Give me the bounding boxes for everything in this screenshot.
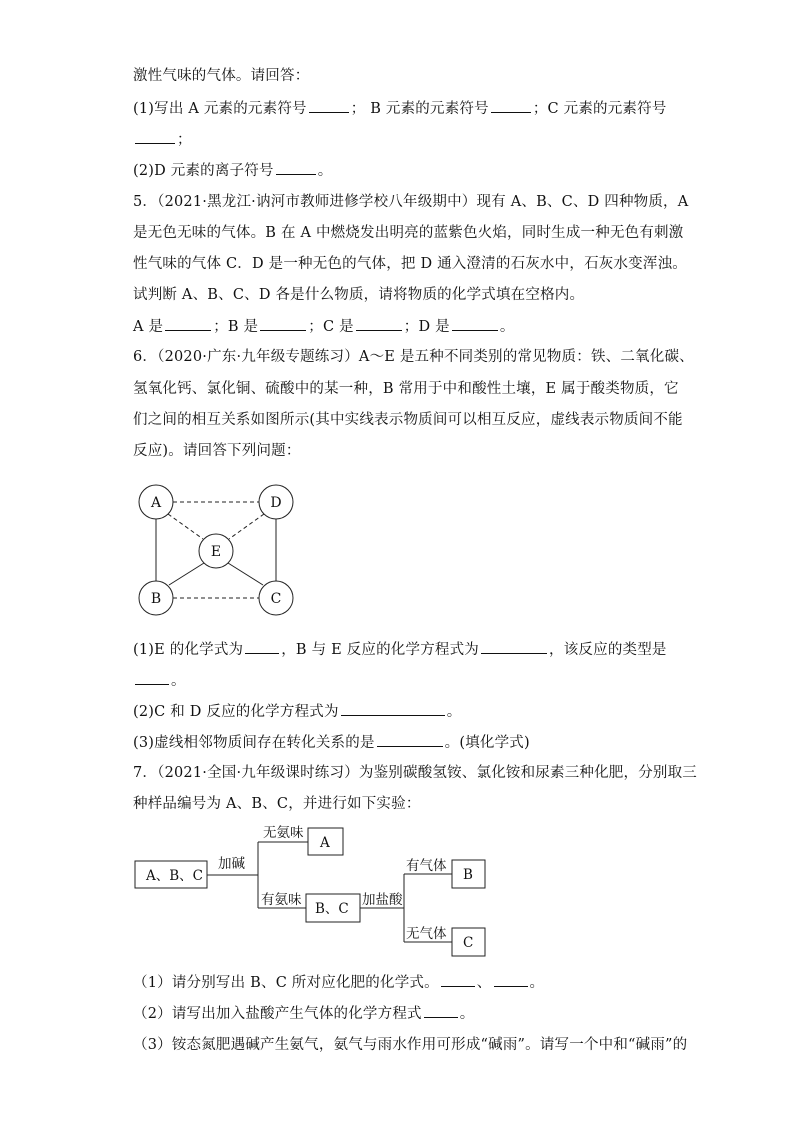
node-a-label: A — [150, 495, 162, 511]
start-label: A、B、C — [146, 868, 203, 884]
question-5-header: 5．（2021·黑龙江·讷河市教师进修学校八年级期中）现有 A、B、C、D 四种物质，A — [133, 194, 689, 210]
answer-blank[interactable] — [135, 670, 169, 685]
answer-blank[interactable] — [491, 98, 531, 113]
add-base-label: 加碱 — [218, 856, 245, 872]
node-b-label: B — [150, 591, 162, 607]
answer-blank[interactable] — [494, 972, 528, 987]
answer-blank[interactable] — [452, 316, 498, 331]
answer-blank[interactable] — [441, 972, 475, 987]
node-e-label: E — [210, 544, 222, 560]
answer-blank[interactable] — [424, 1003, 458, 1018]
text-line: 种样品编号为 A、B、C，并进行如下实验： — [133, 796, 421, 812]
text-line: (1)E 的化学式为 ，B 与 E 反应的化学方程式为 ，该反应的类型是 — [133, 639, 667, 660]
edge-d-e — [229, 514, 264, 539]
box-a-label: A — [320, 835, 330, 851]
text-line: 们之间的相互关系如图所示(其中实线表示物质间可以相互反应，虚线表示物质间不能 — [133, 412, 683, 428]
edge-c-e — [228, 563, 263, 585]
text-line: （2）请写出加入盐酸产生气体的化学方程式 。 — [133, 1003, 474, 1024]
box-c-label: C — [463, 935, 474, 951]
answer-blank[interactable] — [276, 160, 316, 175]
text-line: 反应)。请回答下列问题： — [133, 443, 301, 459]
answer-blank[interactable] — [481, 639, 547, 654]
answer-blank[interactable] — [309, 98, 349, 113]
relation-diagram — [130, 480, 300, 620]
answer-blank[interactable] — [356, 316, 402, 331]
text-line: ； — [133, 129, 192, 150]
text-line: 氢氧化钙、氯化铜、硫酸中的某一种，B 常用于中和酸性土壤，E 属于酸类物质，它 — [133, 381, 679, 397]
text-line: （3）铵态氮肥遇碱产生氨气，氨气与雨水作用可形成“碱雨”。请写一个中和“碱雨”的 — [133, 1037, 688, 1053]
question-6-header: 6．（2020·广东·九年级专题练习）A～E 是五种不同类别的常见物质：铁、二氧化碳、 — [133, 349, 694, 365]
text-line: 性气味的气体 C．D 是一种无色的气体，把 D 通入澄清的石灰水中，石灰水变浑浊。 — [133, 256, 687, 272]
box-b-label: B — [463, 867, 473, 883]
text-line: 。 — [133, 670, 186, 691]
answer-blank[interactable] — [260, 316, 306, 331]
text-line: （1）请分别写出 B、C 所对应化肥的化学式。 、 。 — [133, 972, 544, 993]
edge-a-e — [168, 514, 203, 539]
edge-b-e — [169, 563, 204, 585]
has-ammonia-label: 有氨味 — [261, 892, 302, 908]
add-hcl-label: 加盐酸 — [362, 892, 403, 908]
no-gas-label: 无气体 — [406, 926, 447, 942]
text-line: 是无色无味的气体。B 在 A 中燃烧发出明亮的蓝紫色火焰，同时生成一种无色有刺激 — [133, 225, 684, 241]
node-d-label: D — [270, 495, 282, 511]
has-gas-label: 有气体 — [406, 858, 447, 874]
box-bc-label: B、C — [315, 901, 349, 917]
text-line: (3)虚线相邻物质间存在转化关系的是 。(填化学式) — [133, 732, 530, 753]
answer-blank[interactable] — [245, 639, 279, 654]
no-ammonia-label: 无氨味 — [263, 825, 304, 841]
flow-diagram — [130, 820, 500, 965]
answer-blank[interactable] — [341, 701, 445, 716]
text-line: (1)写出 A 元素的元素符号 ； B 元素的元素符号 ；C 元素的元素符号 — [133, 98, 667, 119]
text-line: 试判断 A、B、C、D 各是什么物质，请将物质的化学式填在空格内。 — [133, 287, 585, 303]
question-7-header: 7．（2021·全国·九年级课时练习）为鉴别碳酸氢铵、氯化铵和尿素三种化肥，分别取三 — [133, 765, 697, 781]
answer-blank[interactable] — [135, 129, 175, 144]
answer-blank[interactable] — [165, 316, 211, 331]
text-line: 激性气味的气体。请回答： — [133, 68, 310, 84]
answer-blank[interactable] — [377, 732, 443, 747]
text-line: A 是 ；B 是 ；C 是 ；D 是 。 — [133, 316, 515, 337]
text-line: (2)C 和 D 反应的化学方程式为 。 — [133, 701, 461, 722]
node-c-label: C — [270, 591, 282, 607]
text-line: (2)D 元素的离子符号 。 — [133, 160, 332, 181]
